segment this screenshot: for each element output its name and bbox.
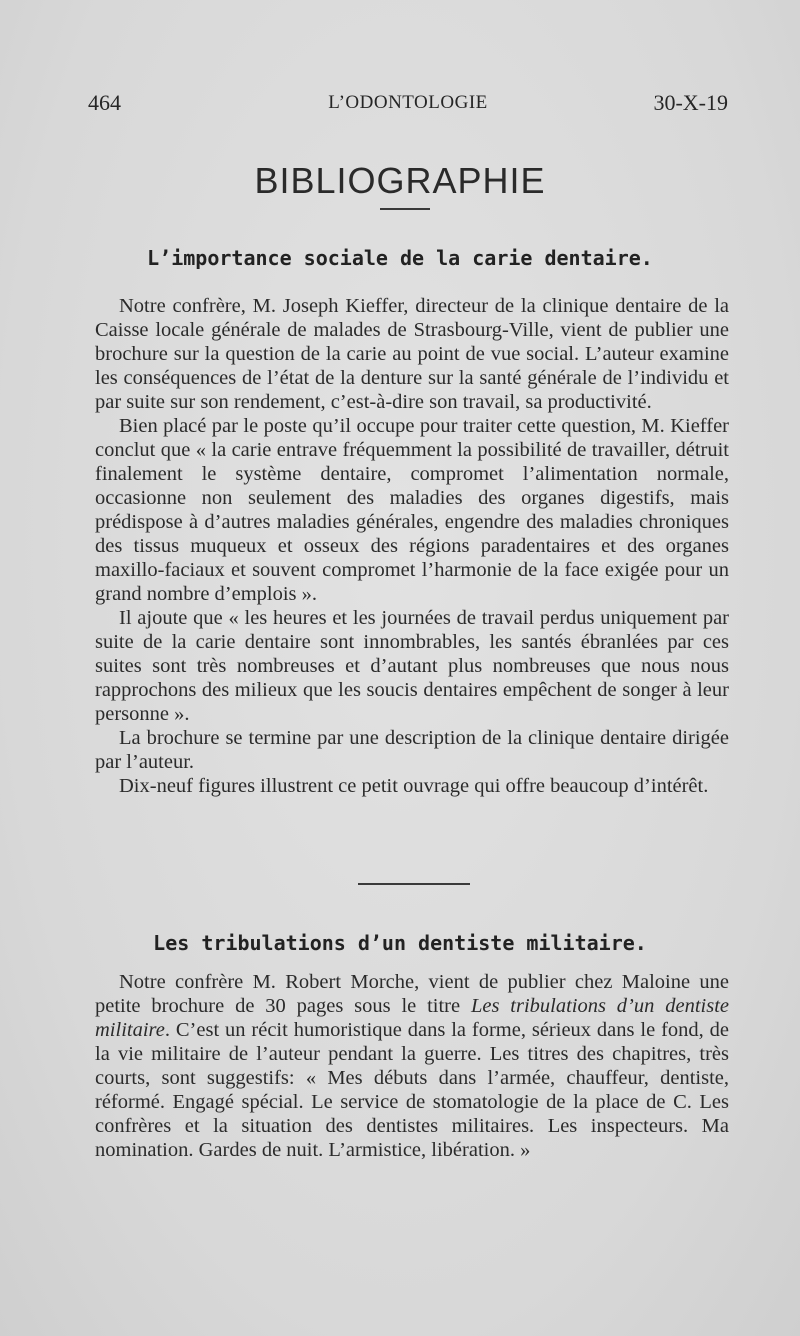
article-2-paragraph — [95, 970, 729, 1162]
journal-title: L’ODONTOLOGIE — [328, 92, 488, 113]
book-title: Les tribulations d’un dentiste militaire — [95, 995, 729, 1041]
article-1-paragraph: Dix-neuf figures illustrent ce petit ouvrage qui offre beaucoup d’intérêt. — [119, 775, 709, 797]
article-1-paragraph: Il ajoute que « les heures et les journées de travail perdus uniquement par suite de la carie dentaire sont innombrables, les santés ébranlées par ces suites sont très nombreuses et d’autant plus nombreuses que nous nous rapprochons des milieux que les soucis dentaires empêchent de songer à leur personne ». — [95, 607, 729, 725]
page-number: 464 — [88, 90, 121, 115]
section-title: BIBLIOGRAPHIE — [254, 160, 546, 201]
article-1-paragraph: Notre confrère, M. Joseph Kieffer, directeur de la clinique dentaire de la Caisse locale générale de malades de Strasbourg-Ville, vient de publier une brochure sur la question de la carie au point de vue social. L’auteur examine les conséquences de l’état de la denture sur la santé générale de l’individu et par suite sur son rendement, c’est-à-dire son travail, sa productivité. — [95, 295, 729, 413]
issue-date: 30-X-19 — [653, 90, 728, 115]
article-1-paragraph: La brochure se termine par une description de la clinique dentaire dirigée par l’auteur. — [95, 727, 729, 773]
article-divider — [358, 883, 470, 885]
article-2-text-end: . C’est un récit humoristique dans la forme, sérieux dans le fond, de la vie militaire de l’auteur pendant la guerre. Les titres des chapitres, très courts, sont suggestifs: « Mes débuts dans l’armée, chauffeur, dentiste, réformé. Engagé spécial. Le service de stomatologie de la place de C. Les confrères et la situation des dentistes militaires. Les inspecteurs. Ma nomination. Gardes de nuit. L’armistice, libération. » — [95, 1019, 729, 1161]
article-2-title: Les tribulations d’un dentiste militaire. — [153, 931, 647, 955]
article-1-body — [95, 294, 729, 798]
title-divider — [380, 208, 430, 210]
article-1-paragraph: Bien placé par le poste qu’il occupe pour traiter cette question, M. Kieffer conclut que « la carie entrave fréquemment la possibilité de travailler, détruit finalement le système dentaire, compromet l’alimentation normale, occasionne non seulement des maladies des organes digestifs, mais prédispose à d’autres maladies générales, engendre des maladies chroniques des tissus muqueux et osseux des régions paradentaires et des organes maxillo-faciaux et souvent compromet l’harmonie de la face exigée pour un grand nombre d’emplois ». — [95, 415, 729, 605]
article-2-body — [95, 970, 729, 1162]
running-header — [88, 88, 728, 118]
article-1-title: L’importance sociale de la carie dentaire. — [147, 246, 653, 270]
article-2-text-start: Notre confrère M. Robert Morche, vient de publier chez Maloine une petite brochure de 30 pages sous le titre — [95, 971, 729, 1017]
